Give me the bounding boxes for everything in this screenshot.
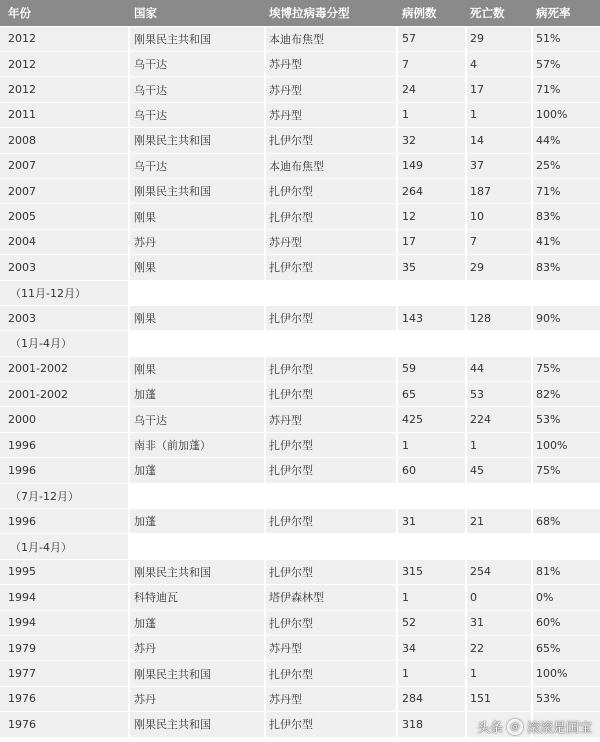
cases-cell: 60 [398, 457, 465, 482]
country-cell: 南非（前加蓬） [130, 432, 264, 457]
year-cell: 2005 [0, 203, 128, 228]
fatality-rate-cell: 71% [533, 76, 600, 101]
cases-cell: 57 [398, 26, 465, 51]
fatality-rate-cell: 90% [533, 305, 600, 330]
fatality-rate-cell: 83% [533, 254, 600, 279]
country-cell: 刚果 [130, 254, 264, 279]
cases-cell: 7 [398, 51, 465, 76]
year-cell: 1976 [0, 686, 128, 711]
period-note-cell: （1月-4月） [0, 533, 128, 558]
watermark [477, 717, 592, 736]
country-cell: 刚果 [130, 356, 264, 381]
deaths-cell: 21 [467, 508, 531, 533]
table-row [0, 203, 600, 228]
country-cell: 加蓬 [130, 381, 264, 406]
fatality-rate-cell: 100% [533, 102, 600, 127]
table-row [0, 610, 600, 635]
table-row [0, 26, 600, 51]
at-icon: @ [507, 719, 523, 735]
cases-cell: 17 [398, 229, 465, 254]
year-cell: 1977 [0, 660, 128, 685]
deaths-cell: 17 [467, 76, 531, 101]
virus-type-cell: 扎伊尔型 [266, 203, 396, 228]
country-cell: 科特迪瓦 [130, 584, 264, 609]
table-row [0, 432, 600, 457]
fatality-rate-cell: 82% [533, 381, 600, 406]
virus-type-cell: 扎伊尔型 [266, 127, 396, 152]
table-row [0, 635, 600, 660]
fatality-rate-cell: 53% [533, 686, 600, 711]
country-cell: 刚果民主共和国 [130, 127, 264, 152]
deaths-cell: 128 [467, 305, 531, 330]
fatality-rate-cell: 25% [533, 153, 600, 178]
year-cell: 1996 [0, 508, 128, 533]
year-cell: 2012 [0, 26, 128, 51]
fatality-rate-cell: 53% [533, 406, 600, 431]
country-cell: 刚果民主共和国 [130, 660, 264, 685]
deaths-cell: 37 [467, 153, 531, 178]
deaths-cell: 1 [467, 660, 531, 685]
header-country: 国家 [134, 5, 157, 20]
country-cell: 乌干达 [130, 51, 264, 76]
cases-cell: 12 [398, 203, 465, 228]
year-cell: 2003 [0, 254, 128, 279]
country-cell: 刚果 [130, 305, 264, 330]
year-cell: 2012 [0, 76, 128, 101]
table-subrow [0, 533, 600, 558]
cases-cell: 143 [398, 305, 465, 330]
table-header [0, 0, 600, 26]
country-cell: 加蓬 [130, 457, 264, 482]
virus-type-cell: 苏丹型 [266, 51, 396, 76]
country-cell: 刚果民主共和国 [130, 26, 264, 51]
country-cell: 刚果 [130, 203, 264, 228]
virus-type-cell: 苏丹型 [266, 229, 396, 254]
fatality-rate-cell: 71% [533, 178, 600, 203]
virus-type-cell: 本迪布焦型 [266, 153, 396, 178]
header-deaths: 死亡数 [470, 5, 505, 20]
deaths-cell: 4 [467, 51, 531, 76]
fatality-rate-cell: 41% [533, 229, 600, 254]
table-row [0, 305, 600, 330]
table-row [0, 686, 600, 711]
cases-cell: 31 [398, 508, 465, 533]
virus-type-cell: 扎伊尔型 [266, 178, 396, 203]
virus-type-cell: 塔伊森林型 [266, 584, 396, 609]
year-cell: 2008 [0, 127, 128, 152]
year-cell: 2007 [0, 178, 128, 203]
virus-type-cell: 扎伊尔型 [266, 457, 396, 482]
virus-type-cell: 扎伊尔型 [266, 432, 396, 457]
country-cell: 加蓬 [130, 610, 264, 635]
table-row [0, 660, 600, 685]
table-row [0, 51, 600, 76]
year-cell: 2000 [0, 406, 128, 431]
cases-cell: 1 [398, 660, 465, 685]
year-cell: 2011 [0, 102, 128, 127]
virus-type-cell: 苏丹型 [266, 102, 396, 127]
table-subrow [0, 330, 600, 355]
year-cell: 1979 [0, 635, 128, 660]
table-row [0, 559, 600, 584]
header-fatality-rate: 病死率 [536, 5, 571, 20]
table-row [0, 457, 600, 482]
fatality-rate-cell: 100% [533, 660, 600, 685]
fatality-rate-cell: 83% [533, 203, 600, 228]
cases-cell: 59 [398, 356, 465, 381]
cases-cell: 34 [398, 635, 465, 660]
year-cell: 1994 [0, 584, 128, 609]
virus-type-cell: 扎伊尔型 [266, 559, 396, 584]
deaths-cell: 254 [467, 559, 531, 584]
fatality-rate-cell: 75% [533, 356, 600, 381]
deaths-cell: 10 [467, 203, 531, 228]
virus-type-cell: 扎伊尔型 [266, 610, 396, 635]
table-row [0, 508, 600, 533]
year-cell: 2003 [0, 305, 128, 330]
year-cell: 2004 [0, 229, 128, 254]
fatality-rate-cell: 65% [533, 635, 600, 660]
cases-cell: 1 [398, 432, 465, 457]
deaths-cell: 1 [467, 102, 531, 127]
table-subrow [0, 483, 600, 508]
virus-type-cell: 本迪布焦型 [266, 26, 396, 51]
country-cell: 乌干达 [130, 406, 264, 431]
header-year: 年份 [8, 5, 31, 20]
fatality-rate-cell: 51% [533, 26, 600, 51]
virus-type-cell: 苏丹型 [266, 76, 396, 101]
country-cell: 乌干达 [130, 76, 264, 101]
fatality-rate-cell: 100% [533, 432, 600, 457]
cases-cell: 425 [398, 406, 465, 431]
virus-type-cell: 扎伊尔型 [266, 508, 396, 533]
country-cell: 刚果民主共和国 [130, 178, 264, 203]
year-cell: 1976 [0, 711, 128, 736]
table-row [0, 76, 600, 101]
table-row [0, 381, 600, 406]
cases-cell: 52 [398, 610, 465, 635]
virus-type-cell: 扎伊尔型 [266, 254, 396, 279]
fatality-rate-cell: 81% [533, 559, 600, 584]
fatality-rate-cell: 68% [533, 508, 600, 533]
fatality-rate-cell: 57% [533, 51, 600, 76]
table-row [0, 153, 600, 178]
table-row [0, 102, 600, 127]
watermark-prefix: 头条 [476, 721, 503, 736]
deaths-cell: 22 [467, 635, 531, 660]
header-cases: 病例数 [402, 5, 437, 20]
virus-type-cell: 苏丹型 [266, 686, 396, 711]
country-cell: 刚果民主共和国 [130, 711, 264, 736]
virus-type-cell: 扎伊尔型 [266, 660, 396, 685]
fatality-rate-cell: 75% [533, 457, 600, 482]
cases-cell: 65 [398, 381, 465, 406]
deaths-cell: 14 [467, 127, 531, 152]
deaths-cell: 7 [467, 229, 531, 254]
watermark-name: 滚滚是国宝 [526, 721, 592, 736]
table-row [0, 584, 600, 609]
table-row [0, 356, 600, 381]
cases-cell: 149 [398, 153, 465, 178]
fatality-rate-cell: 0% [533, 584, 600, 609]
cases-cell: 32 [398, 127, 465, 152]
virus-type-cell: 扎伊尔型 [266, 711, 396, 736]
year-cell: 1996 [0, 457, 128, 482]
cases-cell: 35 [398, 254, 465, 279]
period-note-cell: （11月-12月） [0, 280, 128, 305]
period-note-cell: （7月-12月） [0, 483, 128, 508]
fatality-rate-cell: 60% [533, 610, 600, 635]
cases-cell: 24 [398, 76, 465, 101]
deaths-cell: 45 [467, 457, 531, 482]
deaths-cell: 53 [467, 381, 531, 406]
country-cell: 加蓬 [130, 508, 264, 533]
deaths-cell: 29 [467, 254, 531, 279]
virus-type-cell: 扎伊尔型 [266, 305, 396, 330]
deaths-cell: 224 [467, 406, 531, 431]
deaths-cell: 151 [467, 686, 531, 711]
cases-cell: 318 [398, 711, 465, 736]
fatality-rate-cell: 44% [533, 127, 600, 152]
deaths-cell: 0 [467, 584, 531, 609]
table-subrow [0, 280, 600, 305]
year-cell: 1996 [0, 432, 128, 457]
deaths-cell: 31 [467, 610, 531, 635]
country-cell: 苏丹 [130, 686, 264, 711]
country-cell: 苏丹 [130, 229, 264, 254]
deaths-cell: 29 [467, 26, 531, 51]
year-cell: 1994 [0, 610, 128, 635]
cases-cell: 264 [398, 178, 465, 203]
table-row [0, 406, 600, 431]
cases-cell: 315 [398, 559, 465, 584]
year-cell: 2007 [0, 153, 128, 178]
country-cell: 乌干达 [130, 153, 264, 178]
cases-cell: 1 [398, 102, 465, 127]
country-cell: 乌干达 [130, 102, 264, 127]
year-cell: 1995 [0, 559, 128, 584]
table-body [0, 26, 600, 737]
cases-cell: 284 [398, 686, 465, 711]
year-cell: 2012 [0, 51, 128, 76]
year-cell: 2001-2002 [0, 381, 128, 406]
virus-type-cell: 扎伊尔型 [266, 381, 396, 406]
table-row [0, 254, 600, 279]
deaths-cell: 1 [467, 432, 531, 457]
virus-type-cell: 苏丹型 [266, 635, 396, 660]
table-row [0, 127, 600, 152]
virus-type-cell: 苏丹型 [266, 406, 396, 431]
deaths-cell: 187 [467, 178, 531, 203]
table-row [0, 178, 600, 203]
year-cell: 2001-2002 [0, 356, 128, 381]
deaths-cell: 44 [467, 356, 531, 381]
country-cell: 苏丹 [130, 635, 264, 660]
period-note-cell: （1月-4月） [0, 330, 128, 355]
country-cell: 刚果民主共和国 [130, 559, 264, 584]
virus-type-cell: 扎伊尔型 [266, 356, 396, 381]
cases-cell: 1 [398, 584, 465, 609]
header-virus-type: 埃博拉病毒分型 [269, 5, 350, 20]
table-row [0, 229, 600, 254]
